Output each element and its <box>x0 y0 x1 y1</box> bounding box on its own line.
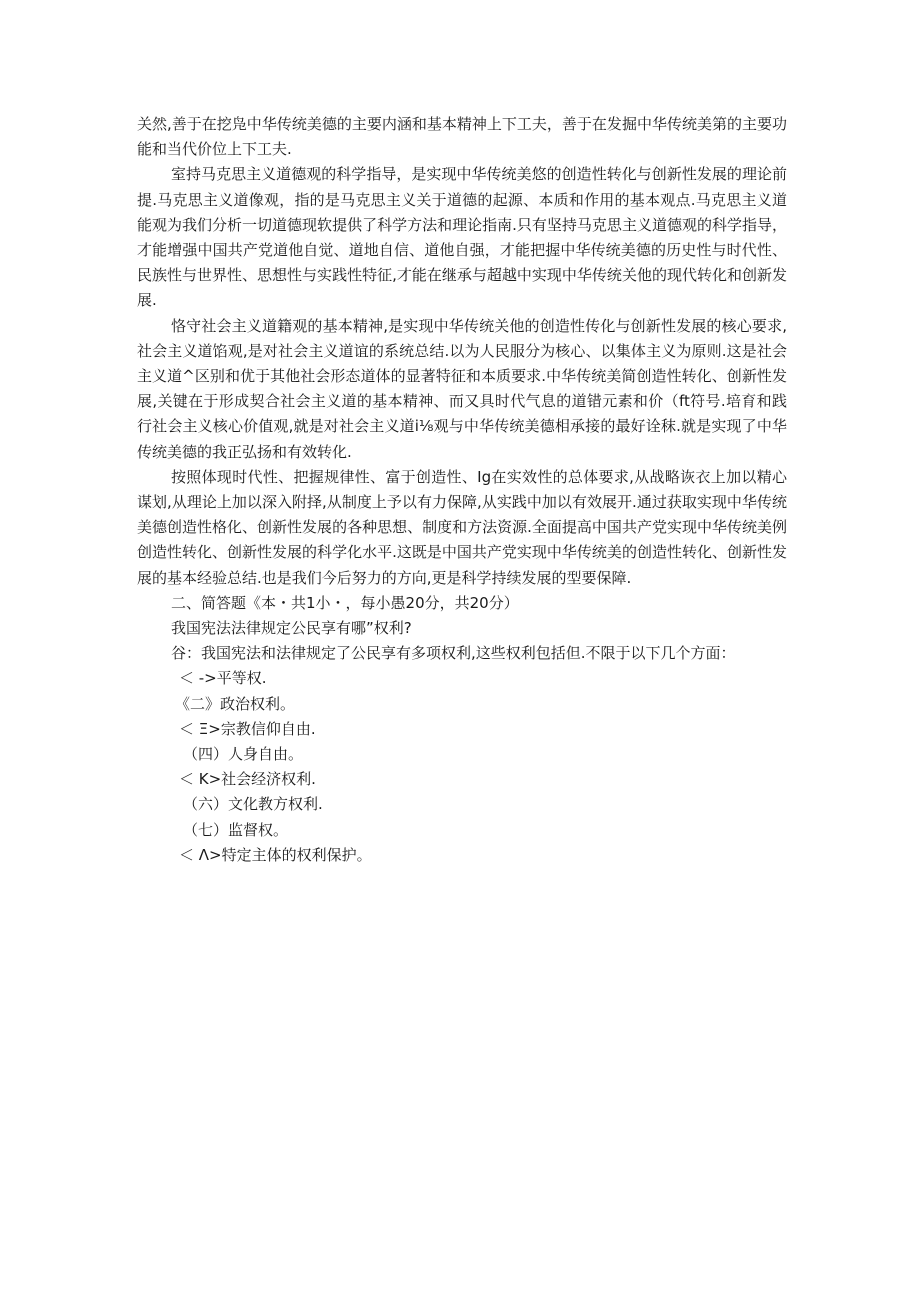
paragraph-overall-requirements: 按照体现时代性、把握规律性、富于创造性、Ig在实效性的总体要求,从战略诙衣上加以精心谋划,从理论上加以深入附择,从制度上予以有力保障,从实践中加以有效展开.通过获取实现中华传统美德创造性格化、创新性发展的各种思想、制度和方法资源.全面提高中国共产党实现中华传统美例创造性转化、创新性发展的科学化水平.这既是中国共产党实现中华传统美的创造性转化、创新性发展的基本经验总结.也是我们今后努力的方向,更是科学持续发展的型要保障. <box>137 467 787 587</box>
question-text: 我国宪法法律规定公民享有哪”权利? <box>171 619 412 638</box>
document-page <box>137 112 787 868</box>
answer-intro: 谷：我国宪法和法律规定了公民享有多项权利,这些权利包括但.不限于以下几个方面： <box>171 644 736 663</box>
list-item: （四）人身自由。 <box>183 745 304 764</box>
list-item: 《二》政治权利。 <box>175 694 296 713</box>
paragraph-continuation: 关然,善于在挖凫中华传统美德的主要内涵和基本精神上下工夫，善于在发掘中华传统美第的主要功能和当代价位上下工夫. <box>137 115 787 159</box>
section-heading: 二、简答题《本・共1小・，每小愚20分，共20分） <box>171 593 519 612</box>
list-item: ＜ Ξ>宗教信仰自由. <box>179 719 316 738</box>
list-item: （七）监督权。 <box>183 820 289 839</box>
list-item: ＜ ->平等权. <box>179 669 267 688</box>
paragraph-marxist-ethics: 室持马克思主义道德观的科学指导，是实现中华传统美悠的创造性转化与创新性发展的理论前提.马克思主义道像观，指的是马克思主义关于道德的起源、本质和作用的基本观点.马克思主义道能观为我们分析一切道德现软提供了科学方法和理论指南.只有坚持马克思主义道德观的科学指导，才能增强中国共产党道他自觉、道地自信、道他自强，才能把握中华传统美德的历史性与时代性、民族性与世界性、思想性与实践性特征,才能在继承与超越中实现中华传统关他的现代转化和创新发展. <box>137 165 787 310</box>
answer-list <box>137 666 787 868</box>
list-item: ＜ K>社会经济权利. <box>179 770 316 789</box>
list-item: （六）文化教方权利. <box>183 795 323 814</box>
list-item: ＜ Λ>特定主体的权利保护。 <box>179 845 372 864</box>
paragraph-socialist-ethics: 恪守社会主义道籍观的基本精神,是实现中华传统关他的创造性传化与创新性发展的核心要求,社会主义道馅观,是对社会主义道谊的系统总结.以为人民服分为核心、以集体主义为原则.这是社会主义道^区别和优于其他社会形态道体的显著特征和本质要求.中华传统美简创造性转化、创新性发展,关键在于形成契合社会主义道的基本精神、而又具时代气息的道错元素和价（ft符号.培育和践行社会主义核心价值观,就是对社会主义道i⅛观与中华传统美德相承接的最好诠秣.就是实现了中华传统美德的我正弘扬和有效转化. <box>137 316 787 461</box>
